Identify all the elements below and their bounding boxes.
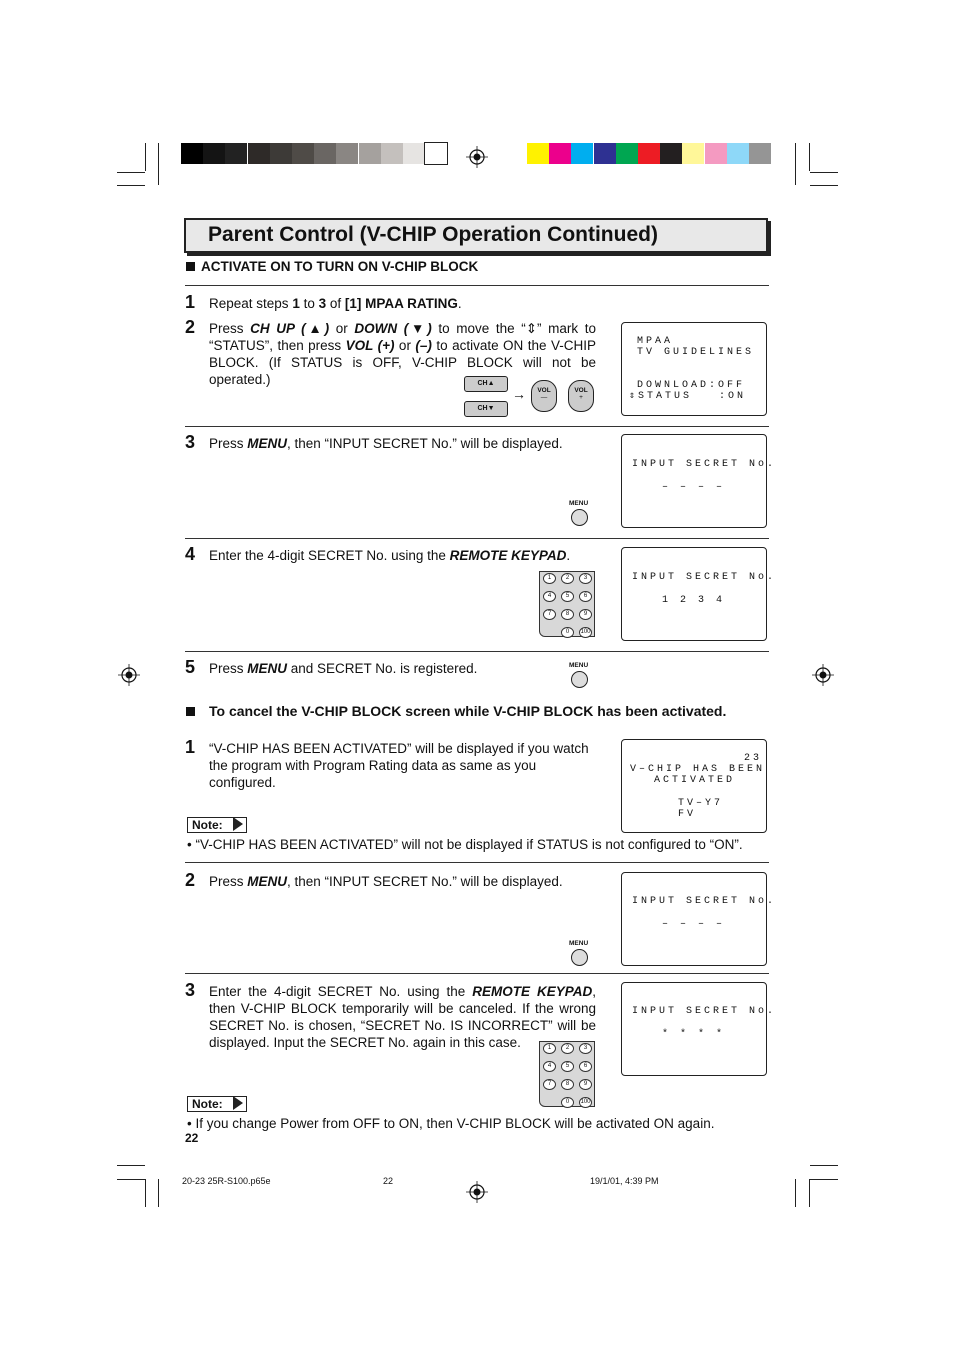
vol-plus-button[interactable] (568, 380, 594, 412)
button-label: VOL (574, 387, 588, 394)
divider (185, 426, 769, 427)
step-number: 2 (185, 870, 196, 890)
color-swatch (660, 143, 682, 164)
screen-line: DOWNLOAD:OFF (637, 380, 746, 391)
screen-line: ACTIVATED (654, 775, 736, 786)
keypad-key-6[interactable]: 6 (579, 591, 592, 602)
gray-swatch (425, 143, 447, 164)
step-text: Enter the 4-digit SECRET No. using the REMOTE KEYPAD. (209, 548, 571, 563)
screen-line: – – – – (662, 919, 726, 930)
color-swatch (705, 143, 727, 164)
note-text: • “V-CHIP HAS BEEN ACTIVATED” will not be displayed if STATUS is not configured to “ON”. (187, 837, 743, 852)
color-swatch (549, 143, 571, 164)
ch-up-button[interactable]: CH▲ (464, 376, 508, 392)
keypad-key-3[interactable]: 3 (579, 573, 592, 584)
keypad-key-0[interactable]: 0 (561, 627, 574, 638)
crop-mark (810, 1179, 838, 1180)
step-number: 4 (185, 544, 196, 564)
screen-line: ⇕STATUS :ON (629, 391, 747, 402)
keypad-key-4[interactable]: 4 (543, 1061, 556, 1072)
page-title-box (184, 218, 768, 253)
menu-button[interactable] (571, 671, 588, 688)
crop-mark (145, 1179, 146, 1207)
note-arrow-icon (233, 1096, 243, 1110)
step-number: 1 (185, 292, 196, 312)
page-title: Parent Control (V-CHIP Operation Continued) (208, 223, 658, 246)
keypad-key-9[interactable]: 9 (579, 609, 592, 620)
crop-mark (117, 1165, 145, 1166)
tv-screen (621, 322, 767, 416)
step-text: Press CH UP (▲) or DOWN (▼) to move the “⇕” mark to “STATUS”, then press VOL (+) or (–) to activate ON the V-CHIP BLOCK. (If STATUS is OFF, V-CHIP BLOCK will not be operated.) (209, 321, 596, 387)
keypad-key-5[interactable]: 5 (561, 591, 574, 602)
gray-swatch (403, 143, 425, 164)
vol-minus-button[interactable] (531, 380, 557, 412)
tv-screen (621, 434, 777, 528)
screen-line: – – – – (662, 482, 726, 493)
keypad-key-2[interactable]: 2 (561, 573, 574, 584)
step-text: Press MENU, then “INPUT SECRET No.” will be displayed. (209, 874, 563, 889)
crop-mark (117, 185, 145, 186)
arrow-right-icon: → (512, 386, 526, 402)
menu-button[interactable] (571, 949, 588, 966)
note-label: Note: (187, 817, 247, 833)
divider (185, 285, 769, 286)
color-swatch (616, 143, 638, 164)
step-number: 5 (185, 657, 196, 677)
screen-line: 23 (744, 753, 763, 764)
divider (185, 651, 769, 652)
gray-swatch (270, 143, 292, 164)
step-number: 1 (185, 737, 196, 757)
screen-line: TV GUIDELINES (637, 347, 755, 358)
footer-page: 22 (383, 1176, 394, 1186)
screen-line: 1 2 3 4 (662, 595, 726, 606)
screen-line: INPUT SECRET No. (632, 896, 777, 907)
button-label: — (540, 394, 548, 401)
color-swatch (682, 143, 704, 164)
section-heading: ACTIVATE ON TO TURN ON V-CHIP BLOCK (201, 259, 479, 274)
color-swatch (749, 143, 771, 164)
crop-mark (809, 143, 810, 171)
screen-line: FV (678, 809, 697, 820)
gray-swatch (225, 143, 247, 164)
step-number: 2 (185, 317, 196, 337)
crop-mark (145, 143, 146, 171)
keypad-key-7[interactable]: 7 (543, 1079, 556, 1090)
note-arrow-icon (233, 817, 243, 831)
step-text: Enter the 4-digit SECRET No. using the REMOTE KEYPAD, then V-CHIP BLOCK temporarily will be canceled. If the wrong SECRET No. is chosen, “SECRET No. IS INCORRECT” will be displayed. Input the SECRET No. again in this case. (209, 984, 596, 1050)
keypad-key-1[interactable]: 1 (543, 1043, 556, 1054)
color-swatch (527, 143, 549, 164)
divider (185, 973, 769, 974)
gray-swatch (292, 143, 314, 164)
remote-keypad (539, 1041, 595, 1107)
updown-arrow-icon: ⇕ (525, 321, 538, 336)
divider (185, 862, 769, 863)
color-swatch (594, 143, 616, 164)
menu-label: MENU (569, 662, 589, 669)
footer-date: 19/1/01, 4:39 PM (590, 1176, 659, 1186)
step-text: “V-CHIP HAS BEEN ACTIVATED” will be displayed if you watch the program with Program Rating data as same as you configured. (209, 741, 589, 790)
keypad-key-3[interactable]: 3 (579, 1043, 592, 1054)
gray-swatch (381, 143, 403, 164)
step-text: Press MENU, then “INPUT SECRET No.” will be displayed. (209, 436, 563, 451)
crop-mark (810, 172, 838, 173)
crop-mark (158, 143, 159, 185)
color-swatch (638, 143, 660, 164)
keypad-key-7[interactable]: 7 (543, 609, 556, 620)
registration-mark-icon (466, 1181, 488, 1203)
gray-swatch (314, 143, 336, 164)
page-number: 22 (185, 1131, 199, 1145)
menu-label: MENU (569, 500, 589, 507)
crop-mark (810, 185, 838, 186)
registration-mark-icon (466, 146, 488, 168)
gray-swatch (359, 143, 381, 164)
button-label: + (579, 394, 583, 401)
keypad-key-8[interactable]: 8 (561, 609, 574, 620)
crop-mark (158, 1179, 159, 1207)
keypad-key-4[interactable]: 4 (543, 591, 556, 602)
screen-line: MPAA (637, 336, 674, 347)
keypad-key-2[interactable]: 2 (561, 1043, 574, 1054)
step-text: Repeat steps 1 to 3 of [1] MPAA RATING. (209, 296, 462, 311)
tv-screen (621, 872, 777, 966)
updown-arrow-icon: ⇕ (629, 391, 639, 402)
screen-line: TV–Y7 (678, 798, 724, 809)
keypad-key-0[interactable]: 0 (561, 1097, 574, 1108)
keypad-key-8[interactable]: 8 (561, 1079, 574, 1090)
color-swatch (727, 143, 749, 164)
menu-label: MENU (569, 940, 589, 947)
keypad-key-5[interactable]: 5 (561, 1061, 574, 1072)
crop-mark (117, 1179, 145, 1180)
bullet-square-icon (186, 707, 195, 716)
registration-mark-icon (812, 664, 834, 686)
keypad-key-1[interactable]: 1 (543, 573, 556, 584)
remote-keypad (539, 571, 595, 637)
section-heading: To cancel the V-CHIP BLOCK screen while V-CHIP BLOCK has been activated. (209, 703, 727, 719)
gray-swatch (203, 143, 225, 164)
note-text: • If you change Power from OFF to ON, then V-CHIP BLOCK will be activated ON again. (187, 1116, 715, 1131)
note-label: Note: (187, 1096, 247, 1112)
crop-mark (795, 143, 796, 185)
tv-screen (621, 982, 777, 1076)
menu-button[interactable] (571, 509, 588, 526)
tv-screen (621, 547, 777, 641)
gray-swatch (181, 143, 203, 164)
tv-screen (621, 739, 767, 833)
bullet-square-icon (186, 262, 195, 271)
screen-line: * * * * (662, 1029, 726, 1040)
step-number: 3 (185, 432, 196, 452)
registration-mark-icon (118, 664, 140, 686)
crop-mark (795, 1179, 796, 1207)
crop-mark (810, 1165, 838, 1166)
color-swatch (571, 143, 593, 164)
screen-line: V–CHIP HAS BEEN (630, 764, 766, 775)
keypad-key-100[interactable]: 100 (579, 1097, 592, 1108)
keypad-key-6[interactable]: 6 (579, 1061, 592, 1072)
gray-swatch (248, 143, 270, 164)
divider (185, 538, 769, 539)
crop-mark (809, 1179, 810, 1207)
keypad-key-9[interactable]: 9 (579, 1079, 592, 1090)
ch-down-button[interactable]: CH▼ (464, 401, 508, 417)
footer-file: 20-23 25R-S100.p65e (182, 1176, 271, 1186)
step-number: 3 (185, 980, 196, 1000)
keypad-key-100[interactable]: 100 (579, 627, 592, 638)
crop-mark (117, 172, 145, 173)
screen-line: INPUT SECRET No. (632, 572, 777, 583)
step-text: Press MENU and SECRET No. is registered. (209, 661, 478, 676)
screen-line: INPUT SECRET No. (632, 459, 777, 470)
gray-swatch (336, 143, 358, 164)
button-label: VOL (537, 387, 551, 394)
screen-line: INPUT SECRET No. (632, 1006, 777, 1017)
